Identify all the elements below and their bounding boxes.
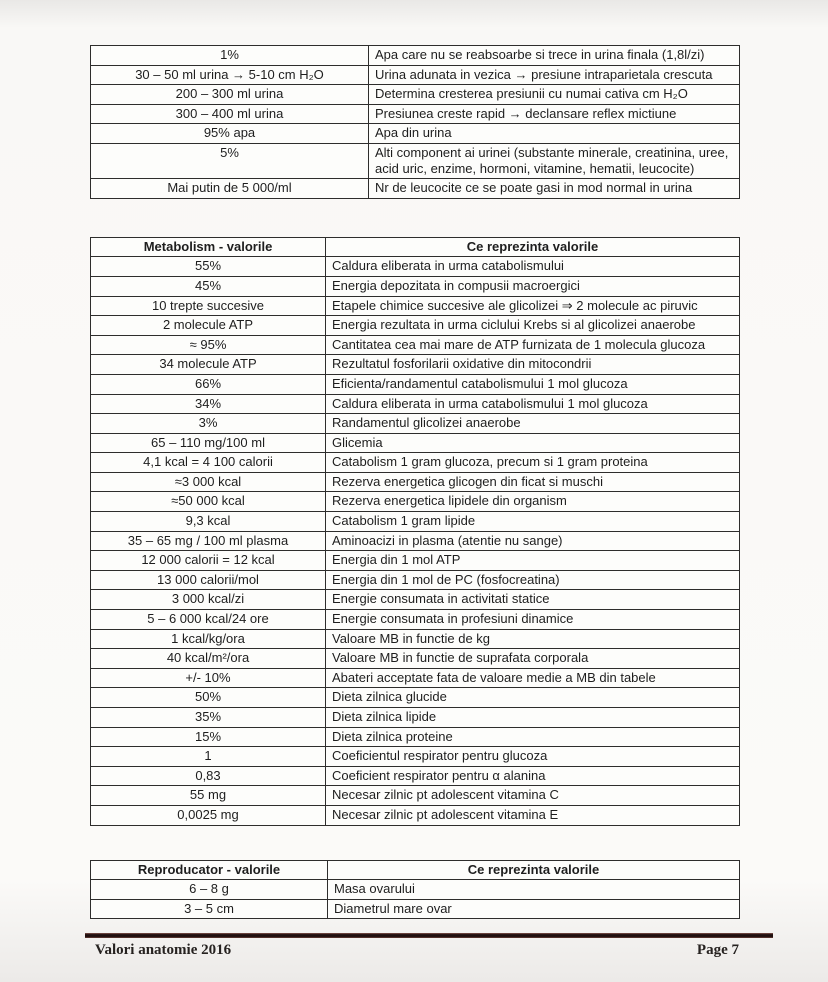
table-row — [91, 104, 740, 124]
table-row — [91, 727, 740, 747]
description-cell: Rezultatul fosforilarii oxidative din mitocondrii — [326, 355, 740, 375]
table-row — [91, 668, 740, 688]
value-cell: 15% — [91, 727, 326, 747]
description-cell: Dieta zilnica lipide — [326, 708, 740, 728]
value-cell: 13 000 calorii/mol — [91, 570, 326, 590]
value-cell: 55 mg — [91, 786, 326, 806]
description-cell: Energia din 1 mol ATP — [326, 551, 740, 571]
metabolism-values-table — [90, 237, 740, 826]
table-row — [91, 143, 740, 178]
table-row — [91, 414, 740, 434]
description-cell: Eficienta/randamentul catabolismului 1 mol glucoza — [326, 374, 740, 394]
table-row — [91, 551, 740, 571]
footer-page-number: Page 7 — [696, 942, 739, 958]
value-column-header: Metabolism - valorile — [91, 237, 326, 257]
value-cell: 1% — [91, 46, 369, 66]
table-row — [91, 124, 740, 144]
description-cell: Caldura eliberata in urma catabolismului 1 mol glucoza — [326, 394, 740, 414]
table-row — [91, 472, 740, 492]
table-row — [91, 880, 740, 900]
value-cell: 35% — [91, 708, 326, 728]
table-row — [91, 766, 740, 786]
value-cell: 9,3 kcal — [91, 512, 326, 532]
value-cell: 0,0025 mg — [91, 805, 326, 825]
table-row — [91, 179, 740, 199]
table-row — [91, 805, 740, 825]
value-cell: ≈50 000 kcal — [91, 492, 326, 512]
value-cell: 34 molecule ATP — [91, 355, 326, 375]
value-cell: 6 – 8 g — [91, 880, 328, 900]
description-cell: Energia din 1 mol de PC (fosfocreatina) — [326, 570, 740, 590]
value-cell: 12 000 calorii = 12 kcal — [91, 551, 326, 571]
header-row — [91, 860, 740, 880]
description-cell: Energia rezultata in urma ciclului Krebs si al glicolizei anaerobe — [326, 316, 740, 336]
description-cell: Glicemia — [326, 433, 740, 453]
description-cell: Presiunea creste rapid → declansare reflex mictiune — [369, 104, 740, 124]
description-cell: Aminoacizi in plasma (atentie nu sange) — [326, 531, 740, 551]
description-cell: Etapele chimice succesive ale glicolizei ⇒ 2 molecule ac piruvic — [326, 296, 740, 316]
table-row — [91, 374, 740, 394]
table-row — [91, 512, 740, 532]
value-cell: 5 – 6 000 kcal/24 ore — [91, 610, 326, 630]
table-row — [91, 257, 740, 277]
description-cell: Determina cresterea presiunii cu numai cativa cm H₂O — [369, 85, 740, 105]
value-cell: ≈3 000 kcal — [91, 472, 326, 492]
value-cell: 30 – 50 ml urina → 5-10 cm H₂O — [91, 65, 369, 85]
table-row — [91, 610, 740, 630]
value-cell: 34% — [91, 394, 326, 414]
value-cell: 3 – 5 cm — [91, 899, 328, 919]
value-cell: 55% — [91, 257, 326, 277]
page-content — [90, 45, 740, 919]
value-cell: 3% — [91, 414, 326, 434]
value-cell: 2 molecule ATP — [91, 316, 326, 336]
table-row — [91, 786, 740, 806]
table-row — [91, 899, 740, 919]
description-cell: Alti component ai urinei (substante minerale, creatinina, uree, acid uric, enzime, hormoni, vitamine, hematii, leucocite) — [369, 143, 740, 178]
value-cell: 3 000 kcal/zi — [91, 590, 326, 610]
description-cell: Energia depozitata in compusii macroergici — [326, 276, 740, 296]
description-cell: Rezerva energetica glicogen din ficat si muschi — [326, 472, 740, 492]
table-row — [91, 688, 740, 708]
table-row — [91, 296, 740, 316]
description-cell: Valoare MB in functie de suprafata corporala — [326, 649, 740, 669]
table-row — [91, 85, 740, 105]
value-cell: 65 – 110 mg/100 ml — [91, 433, 326, 453]
value-cell: 300 – 400 ml urina — [91, 104, 369, 124]
value-cell: Mai putin de 5 000/ml — [91, 179, 369, 199]
description-cell: Valoare MB in functie de kg — [326, 629, 740, 649]
description-cell: Energie consumata in profesiuni dinamice — [326, 610, 740, 630]
description-cell: Energie consumata in activitati statice — [326, 590, 740, 610]
description-cell: Coeficient respirator pentru α alanina — [326, 766, 740, 786]
table-row — [91, 747, 740, 767]
value-cell: +/- 10% — [91, 668, 326, 688]
reproducator-values-table — [90, 860, 740, 920]
description-cell: Cantitatea cea mai mare de ATP furnizata de 1 molecula glucoza — [326, 335, 740, 355]
value-cell: 35 – 65 mg / 100 ml plasma — [91, 531, 326, 551]
table-row — [91, 46, 740, 66]
value-cell: 4,1 kcal = 4 100 calorii — [91, 453, 326, 473]
urine-values-table — [90, 45, 740, 199]
value-cell: 1 — [91, 747, 326, 767]
value-column-header: Reproducator - valorile — [91, 860, 328, 880]
value-cell: 66% — [91, 374, 326, 394]
description-cell: Masa ovarului — [328, 880, 740, 900]
value-cell: 10 trepte succesive — [91, 296, 326, 316]
table-row — [91, 570, 740, 590]
description-cell: Catabolism 1 gram lipide — [326, 512, 740, 532]
table-row — [91, 276, 740, 296]
description-cell: Randamentul glicolizei anaerobe — [326, 414, 740, 434]
value-cell: 95% apa — [91, 124, 369, 144]
table-row — [91, 355, 740, 375]
value-cell: 45% — [91, 276, 326, 296]
description-cell: Diametrul mare ovar — [328, 899, 740, 919]
description-cell: Caldura eliberata in urma catabolismului — [326, 257, 740, 277]
table-row — [91, 708, 740, 728]
value-cell: 40 kcal/m²/ora — [91, 649, 326, 669]
table-row — [91, 453, 740, 473]
table-row — [91, 492, 740, 512]
description-column-header: Ce reprezinta valorile — [326, 237, 740, 257]
description-cell: Apa care nu se reabsoarbe si trece in urina finala (1,8l/zi) — [369, 46, 740, 66]
table-row — [91, 316, 740, 336]
value-cell: 200 – 300 ml urina — [91, 85, 369, 105]
value-cell: ≈ 95% — [91, 335, 326, 355]
header-row — [91, 237, 740, 257]
table-row — [91, 531, 740, 551]
description-cell: Coeficientul respirator pentru glucoza — [326, 747, 740, 767]
description-cell: Nr de leucocite ce se poate gasi in mod normal in urina — [369, 179, 740, 199]
description-cell: Catabolism 1 gram glucoza, precum si 1 gram proteina — [326, 453, 740, 473]
value-cell: 0,83 — [91, 766, 326, 786]
table-row — [91, 629, 740, 649]
description-cell: Necesar zilnic pt adolescent vitamina E — [326, 805, 740, 825]
table-row — [91, 394, 740, 414]
table-row — [91, 65, 740, 85]
value-cell: 5% — [91, 143, 369, 178]
description-cell: Abateri acceptate fata de valoare medie a MB din tabele — [326, 668, 740, 688]
footer-doc-title: Valori anatomie 2016 — [95, 942, 232, 958]
description-cell: Dieta zilnica proteine — [326, 727, 740, 747]
description-column-header: Ce reprezinta valorile — [328, 860, 740, 880]
table-row — [91, 649, 740, 669]
page-footer — [85, 933, 773, 959]
description-cell: Apa din urina — [369, 124, 740, 144]
description-cell: Urina adunata in vezica → presiune intraparietala crescuta — [369, 65, 740, 85]
table-row — [91, 433, 740, 453]
description-cell: Necesar zilnic pt adolescent vitamina C — [326, 786, 740, 806]
description-cell: Dieta zilnica glucide — [326, 688, 740, 708]
table-row — [91, 335, 740, 355]
description-cell: Rezerva energetica lipidele din organism — [326, 492, 740, 512]
value-cell: 50% — [91, 688, 326, 708]
value-cell: 1 kcal/kg/ora — [91, 629, 326, 649]
table-row — [91, 590, 740, 610]
